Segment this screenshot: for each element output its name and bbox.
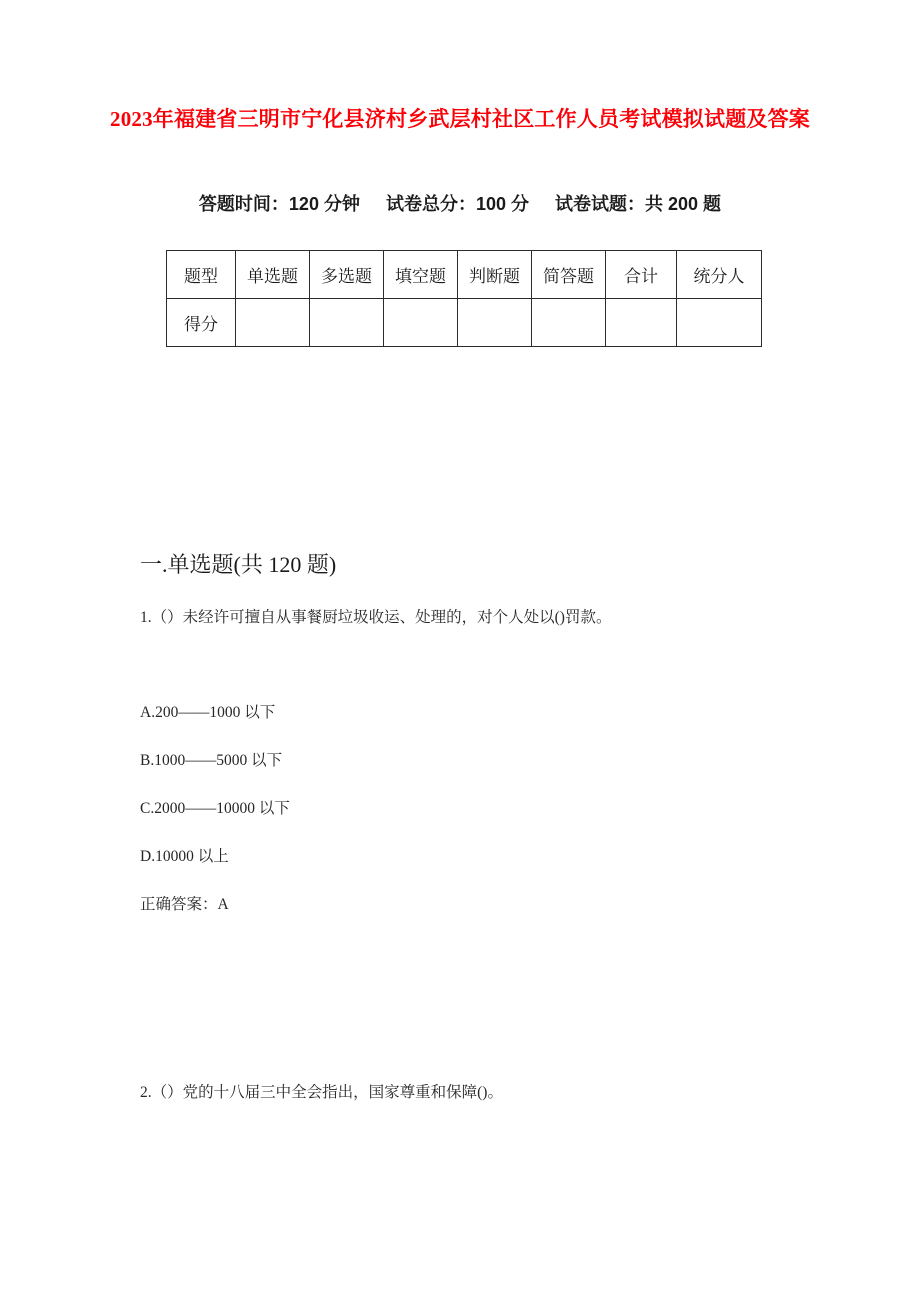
question-option-d[interactable]: D.10000 以上 <box>140 848 229 865</box>
score-cell-single-choice[interactable] <box>236 299 310 347</box>
score-cell-fill-blank[interactable] <box>384 299 458 347</box>
table-header-cell: 多选题 <box>310 251 384 299</box>
table-header-cell: 统分人 <box>677 251 762 299</box>
score-cell-scorer[interactable] <box>677 299 762 347</box>
score-cell-multi-choice[interactable] <box>310 299 384 347</box>
exam-duration-label: 答题时间：120 分钟 <box>198 194 360 214</box>
exam-question-count-label: 试卷试题：共 200 题 <box>555 194 722 214</box>
question-stem: 2.（）党的十八届三中全会指出，国家尊重和保障()。 <box>140 1084 503 1101</box>
correct-answer-label: 正确答案：A <box>140 896 229 913</box>
table-row-header <box>167 251 762 299</box>
question-option-a[interactable]: A.200——1000 以下 <box>140 704 276 721</box>
table-header-cell: 题型 <box>167 251 236 299</box>
score-table <box>166 250 762 347</box>
table-header-cell: 判断题 <box>458 251 532 299</box>
score-cell-true-false[interactable] <box>458 299 532 347</box>
table-header-cell: 简答题 <box>532 251 606 299</box>
table-header-cell: 单选题 <box>236 251 310 299</box>
section-heading-single-choice: 一.单选题(共 120 题) <box>140 552 337 577</box>
question-option-c[interactable]: C.2000——10000 以下 <box>140 800 290 817</box>
table-row <box>167 299 762 347</box>
question-stem: 1.（）未经许可擅自从事餐厨垃圾收运、处理的，对个人处以()罚款。 <box>140 609 612 626</box>
score-table-container <box>166 250 757 347</box>
page-title: 2023年福建省三明市宁化县济村乡武层村社区工作人员考试模拟试题及答案 <box>110 107 810 131</box>
table-header-cell: 合计 <box>606 251 677 299</box>
table-header-cell: 填空题 <box>384 251 458 299</box>
score-cell-total[interactable] <box>606 299 677 347</box>
exam-meta-line <box>0 190 920 218</box>
exam-total-score-label: 试卷总分：100 分 <box>385 194 530 214</box>
question-option-b[interactable]: B.1000——5000 以下 <box>140 752 283 769</box>
table-row-label: 得分 <box>167 299 236 347</box>
score-cell-short-answer[interactable] <box>532 299 606 347</box>
